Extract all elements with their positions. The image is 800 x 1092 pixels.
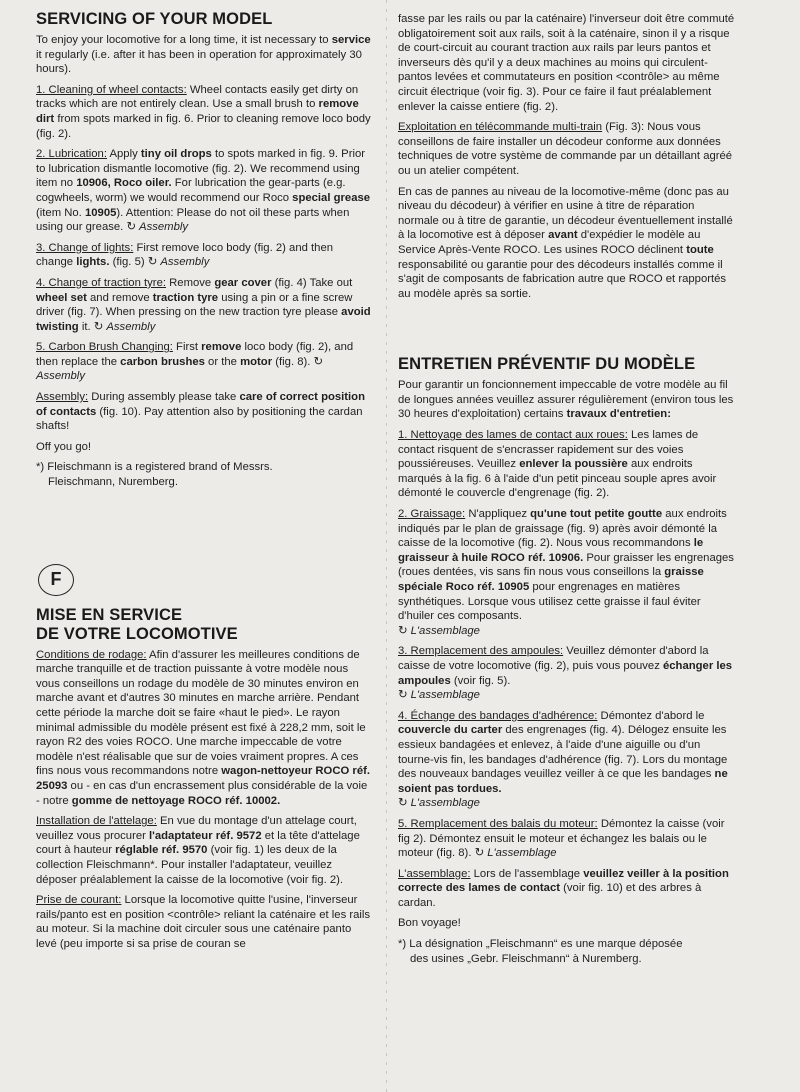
- fr-title-entretien: ENTRETIEN PRÉVENTIF DU MODÈLE: [398, 355, 696, 374]
- fr-assemblage: L'assemblage: Lors de l'assemblage veuillez veiller à la position correcte des lames de contact (voir fig. 10) et des arbres à cardan.: [398, 867, 729, 909]
- fold-divider: [386, 0, 387, 1092]
- left-column: [36, 10, 372, 958]
- arrow-icon: ↻: [474, 847, 485, 860]
- en-off-you-go: Off you go!: [36, 440, 92, 453]
- en-assembly: Assembly: During assembly please take care of correct position of contacts (fig. 10). Pay attention also by positioning the cardan shafts!: [36, 391, 365, 433]
- arrow-icon: ↻: [398, 689, 408, 702]
- fr-multi-train: Exploitation en télécommande multi-train (Fig. 3): Nous vous conseillons de faire installer un décodeur conforme aux données techniques de votre système de commande par un détaillant agréé ou un atelier compétent.: [398, 121, 733, 177]
- fr-attelage: Installation de l'attelage: En vue du montage d'un attelage court, veuillez vous procurer l'adaptateur réf. 9572 et la tête d'attelage court à hauteur réglable réf. 9570 (voir fig. 1) les deux de la collection Fleischmann*. Pour installer l'adaptateur, veuillez déposer préalablement la caisse de la locomotive (voir fig. 2).: [36, 815, 360, 886]
- fr-section-4: 4. Échange des bandages d'adhérence: Démontez d'abord le couvercle du carter des engrenages (fig. 4). Délogez ensuite les essieux bandagées et enlevez, à l'aide d'une aiguille ou d'un tourne-vis fin, les bandages d'adhérence (fig. 7). Lors du montage des nouveaux bandages veuillez veiller à ce que les bandages ne soient pas tordues. ↻ L'assemblage: [398, 709, 728, 810]
- right-column: [398, 12, 736, 972]
- arrow-icon: ↻: [398, 797, 408, 810]
- en-section-3: 3. Change of lights: First remove loco body (fig. 2) and then change lights. (fig. 5) ↻ Assembly: [36, 241, 334, 269]
- fr-bon-voyage: Bon voyage!: [398, 917, 461, 930]
- en-section-2: 2. Lubrication: Apply tiny oil drops to spots marked in fig. 9. Prior to lubrication dismantle locomotive (fig. 2). We recommend using item no 10906, Roco oiler. For lubrication the gear-parts (e.g. cogwheels, worm) we would recommend our Roco special grease (item No. 10905). Attention: Please do not oil these parts when using our grease. ↻ Assembly: [36, 148, 371, 234]
- en-section-5: 5. Carbon Brush Changing: First remove loco body (fig. 2), and then replace the carbon brushes or the motor (fig. 8). ↻ Assembly: [36, 341, 354, 383]
- arrow-icon: ↻: [147, 256, 158, 269]
- fr-section-2: 2. Graissage: N'appliquez qu'une tout petite goutte aux endroits indiqués par le plan de graissage (fig. 9) après avoir démonté la caisse de la locomotive (fig. 2). Nous vous recommandons le graisseur à huile ROCO réf. 10906. Pour graisser les engrenages (roues dentées, vis sans fin nous vous conseillons la graisse spéciale Roco réf. 10905 pour engrenages en matières synthétiques. Lorsque vous utilisez cette graisse il faul éviter d'huiler ces composants. ↻ L'assemblage: [398, 508, 734, 637]
- fr-footnote: *) La désignation „Fleischmann“ es une marque déposée des usines „Gebr. Fleischmann“ à Nuremberg.: [398, 938, 683, 965]
- fr-prise-de-courant: Prise de courant: Lorsque la locomotive quitte l'usine, l'inverseur rails/panto est en position <contrôle> reliant la caténaire et les rails au moteur. Si la machine doit circuler sous une caténaire panto levé (peu importe si sa prise de couran se: [36, 894, 371, 950]
- fr-courant-continued: fasse par les rails ou par la caténaire) l'inverseur doit être commuté obligatoirement soit aux rails, soit à la caténaire, sinon il y a risque de court-circuit au courant traction aux rails par leurs pantos et inverseurs dès qu'il y a deux machines au moins qui circulent-pantos levées et commutateurs en position <contrôle> au même circuit électrique (voir fig. 3). Pour ce faire il faut préalablement enlever la caisse entiere (fig. 2).: [398, 13, 735, 113]
- en-title: SERVICING OF YOUR MODEL: [36, 10, 273, 28]
- fr-rodage: Conditions de rodage: Afin d'assurer les meilleures conditions de marche tranquille et de traction puissante à votre modèle nous vous conseillons un rodage du modèle de 30 minutes environ en marche avant et d'autres 30 minutes en marche arrière. Pendant cette période la marche doit se faire «haut le pied». Le rayon minimal admissible du modèle présent est fixé à 228,2 mm, soit le rayon R2 des voies ROCO. Une marche impeccable de votre modèle n'est réalisable que sur de voies vraiment propres. A ces fins nous vous recommandons notre wagon-nettoyeur ROCO réf. 25093 ou - en cas d'un encrassement plus considérable de la voie - notre gomme de nettoyage ROCO réf. 10002.: [36, 648, 371, 807]
- arrow-icon: ↻: [126, 221, 136, 234]
- fr-pannes: En cas de pannes au niveau de la locomotive-même (donc pas au niveau du décodeur) à vérifier en usine à titre de réparation normale ou à titre de garantie, un décodeur éventuellement installé à la locomotive est à déposer avant d'expédier le modèle au Service Après-Vente ROCO. Les usines ROCO déclinent toute responsabilité ou garantie pour des décodeurs installés comme il s'agit de composants de fabrication autre que ROCO et rapportés au modèle après sa sortie.: [398, 185, 733, 300]
- en-intro: To enjoy your locomotive for a long time, it ist necessary to service it regularly (i.e. after it has been in operation for approximately 30 hours).: [36, 34, 371, 76]
- arrow-icon: ↻: [398, 624, 408, 637]
- en-section-1: 1. Cleaning of wheel contacts: Wheel contacts easily get dirty on tracks which are not entirely clean. Use a small brush to remove dirt from spots marked in fig. 6. Prior to cleaning remove loco body (fig. 2).: [36, 83, 371, 140]
- fr-entretien-intro: Pour garantir un foncionnement impeccable de votre modèle au fil de longues années veuillez assurer régulièrement (environ tous les 30 heures d'exploitation) certains travaux d'entretien:: [398, 379, 734, 421]
- fr-section-5: 5. Remplacement des balais du moteur: Démontez la caisse (voir fig 2). Démontez ensuit le moteur et échangez les balais ou le moteur (fig. 8). ↻ L'assemblage: [398, 817, 725, 860]
- fr-section-1: 1. Nettoyage des lames de contact aux roues: Les lames de contact risquent de s'encrasser rapidement sur des voies poussiéreuses. Veuillez enlever la poussière aux endroits marqués à la fig. 6 à l'aide d'un petit pinceau souple apres avoir démonté le couvercle d'engrenage (fig. 2).: [398, 429, 717, 500]
- arrow-icon: ↻: [93, 320, 104, 333]
- en-section-4: 4. Change of traction tyre: Remove gear cover (fig. 4) Take out wheel set and remove traction tyre using a pin or a fine screw driver (fig. 7). When pressing on the new traction tyre please avoid twisting it. ↻ Assembly: [36, 276, 371, 333]
- en-footnote: *) Fleischmann is a registered brand of Messrs. Fleischmann, Nuremberg.: [36, 461, 273, 489]
- fr-section-3: 3. Remplacement des ampoules: Veuillez démonter d'abord la caisse de votre locomotive (fig. 2), puis vous pouvez échanger les ampoules (voir fig. 5). ↻ L'assemblage: [398, 645, 733, 702]
- arrow-icon: ↻: [313, 355, 324, 368]
- language-badge-f: F: [38, 564, 74, 596]
- fr-title-mise-en-service: MISE EN SERVICE DE VOTRE LOCOMOTIVE: [36, 605, 238, 643]
